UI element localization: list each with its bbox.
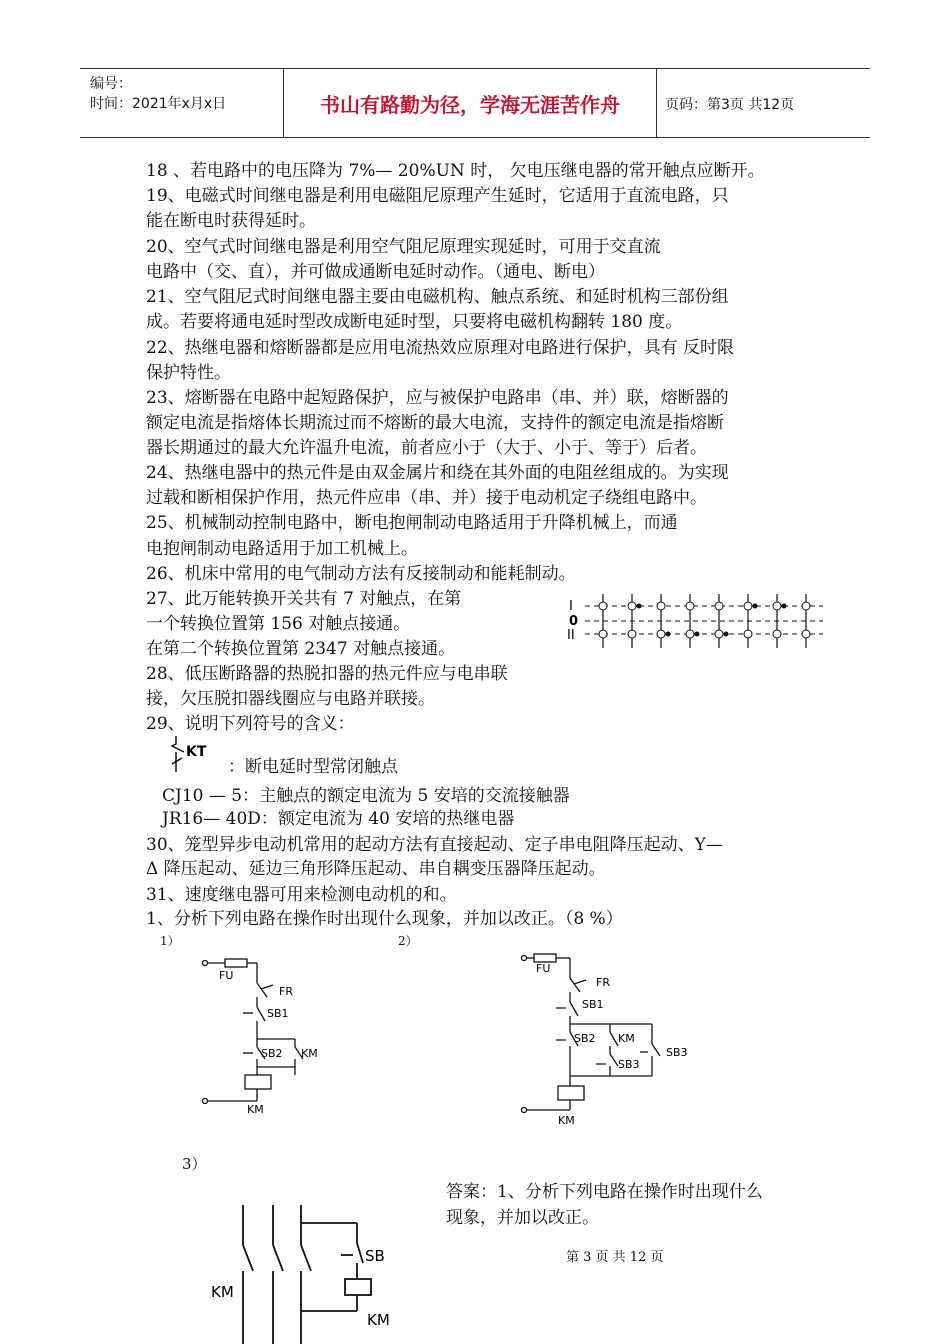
- km-coil-label-1: KM: [247, 1103, 264, 1115]
- line-25b: 电抱闸制动电路适用于加工机械上。: [146, 539, 418, 559]
- line-25a: 25、机械制动控制电路中，断电抱闸制动电路适用于升降机械上，而通: [146, 513, 678, 533]
- line-30b: Δ 降压起动、延边三角形降压起动、串自耦变压器降压起动。: [146, 859, 606, 879]
- line-19b: 能在断电时获得延时。: [146, 211, 316, 231]
- sb1-label-1: SB1: [267, 1007, 289, 1020]
- switch-closed-dot: [782, 604, 787, 609]
- km-coil-label-2: KM: [558, 1114, 575, 1127]
- line-29-cj: CJ10 — 5：主触点的额定电流为 5 安培的交流接触器: [162, 786, 570, 806]
- switch-contact-circle: [628, 630, 636, 638]
- line-20a: 20、空气式时间继电器是利用空气阻尼原理实现延时，可用于交直流: [146, 237, 661, 257]
- switch-contact-circle: [744, 630, 752, 638]
- switch-closed-dot: [753, 604, 758, 609]
- header-motto-cell: [284, 69, 657, 137]
- switch-contact-circle: [628, 602, 636, 610]
- page-header: [80, 68, 870, 138]
- fu-label-1: FU: [219, 969, 234, 982]
- line-23b: 额定电流是指熔体长期流过而不熔断的最大电流，支持件的额定电流是指熔断: [146, 413, 724, 433]
- switch-contact-circle: [715, 630, 723, 638]
- switch-closed-dot: [666, 632, 671, 637]
- time-label: 时间：2021年x月x日: [90, 96, 227, 112]
- switch-closed-dot: [724, 632, 729, 637]
- sb3-label-2a: SB3: [666, 1046, 688, 1059]
- sb-label-3: SB: [365, 1247, 385, 1265]
- km-contact-label-3: KM: [211, 1283, 234, 1301]
- line-23a: 23、熔断器在电路中起短路保护，应与被保护电路串（串、并）联，熔断器的: [146, 388, 729, 408]
- line-21b: 成。若要将通电延时型改成断电延时型，只要将电磁机构翻转 180 度。: [146, 312, 683, 332]
- line-24b: 过载和断相保护作用，热元件应串（串、并）接于电动机定子绕组电路中。: [146, 488, 707, 508]
- line-24a: 24、热继电器中的热元件是由双金属片和绕在其外面的电阻丝组成的。为实现: [146, 463, 729, 483]
- switch-contact-circle: [802, 602, 810, 610]
- line-26: 26、机床中常用的电气制动方法有反接制动和能耗制动。: [146, 564, 576, 584]
- line-27a: 27、此万能转换开关共有 7 对触点，在第: [146, 589, 462, 609]
- switch-contact-circle: [802, 630, 810, 638]
- line-20b: 电路中（交、直），并可做成通断电延时动作。（通电、断电）: [146, 262, 605, 282]
- circuit-1: [195, 955, 345, 1115]
- header-meta-cell: [80, 69, 284, 137]
- fu-label-2: FU: [536, 962, 551, 975]
- line-22b: 保护特性。: [146, 363, 231, 383]
- caption-1: 1）: [160, 934, 180, 948]
- caption-2: 2）: [398, 934, 418, 948]
- circuit-3: [205, 1205, 415, 1344]
- switch-contact-circle: [715, 602, 723, 610]
- line-28a: 28、低压断路器的热脱扣器的热元件应与电串联: [146, 664, 508, 684]
- switch-contact-circle: [773, 630, 781, 638]
- switch-contact-circle: [599, 630, 607, 638]
- page-info: 页码：第3页 共12页: [665, 97, 795, 113]
- line-21a: 21、空气阻尼式时间继电器主要由电磁机构、触点系统、和延时机构三部份组: [146, 287, 729, 307]
- line-30a: 30、笼型异步电动机常用的起动方法有直接起动、定子串电阻降压起动、Y—: [146, 835, 723, 855]
- switch-closed-dot: [695, 632, 700, 637]
- sb3-label-2b: SB3: [618, 1058, 640, 1071]
- page-footer: 第 3 页 共 12 页: [566, 1250, 664, 1265]
- switch-contact-circle: [657, 630, 665, 638]
- kt-label: KT: [186, 744, 207, 760]
- line-28b: 接，欠压脱扣器线圈应与电路并联接。: [146, 689, 435, 709]
- line-29: 29、说明下列符号的含义：: [146, 714, 355, 734]
- km-contact-label-2: KM: [618, 1032, 635, 1045]
- line-18: 18 、若电路中的电压降为 7%— 20%UN 时， 欠电压继电器的常开触点应断开。: [146, 161, 765, 181]
- row-label-i: I: [569, 599, 573, 614]
- switch-contact-circle: [686, 630, 694, 638]
- question-1: 1、分析下列电路在操作时出现什么现象，并加以改正。（8 %）: [146, 909, 623, 929]
- sb2-label-2: SB2: [574, 1032, 596, 1045]
- circuit-2: [512, 948, 712, 1128]
- answer-line-a: 答案：1、分析下列电路在操作时出现什么: [446, 1182, 763, 1202]
- switch-contact-diagram: [565, 590, 825, 652]
- answer-line-b: 现象，并加以改正。: [446, 1208, 599, 1228]
- line-22a: 22、热继电器和熔断器都是应用电流热效应原理对电路进行保护，具有 反时限: [146, 338, 735, 358]
- switch-contact-circle: [773, 602, 781, 610]
- line-29-kt: ：断电延时型常闭触点: [228, 757, 398, 777]
- switch-contact-circle: [744, 602, 752, 610]
- switch-closed-dot: [637, 604, 642, 609]
- number-label: 编号：: [90, 76, 132, 92]
- kt-contact-symbol: [168, 734, 228, 774]
- line-19a: 19、电磁式时间继电器是利用电磁阻尼原理产生延时，它适用于直流电路，只: [146, 186, 729, 206]
- sb2-label-1: SB2: [261, 1047, 283, 1060]
- line-29-jr: JR16— 40D：额定电流为 40 安培的热继电器: [162, 809, 515, 829]
- switch-contact-circle: [686, 602, 694, 610]
- fr-label-2: FR: [596, 976, 610, 989]
- row-label-0: 0: [569, 614, 579, 629]
- line-27b: 一个转换位置第 156 对触点接通。: [146, 614, 411, 634]
- caption-3: 3）: [182, 1155, 207, 1173]
- switch-contact-circle: [599, 602, 607, 610]
- line-31: 31、速度继电器可用来检测电动机的和。: [146, 885, 457, 905]
- line-27c: 在第二个转换位置第 2347 对触点接通。: [146, 639, 456, 659]
- row-label-ii: II: [567, 628, 575, 643]
- motto: 书山有路勤为径，学海无涯苦作舟: [320, 93, 620, 117]
- header-page-cell: [657, 69, 870, 137]
- fr-label-1: FR: [279, 985, 293, 998]
- km-contact-label-1: KM: [301, 1047, 318, 1060]
- sb1-label-2: SB1: [582, 998, 604, 1011]
- line-23c: 器长期通过的最大允许温升电流，前者应小于（大于、小于、等于）后者。: [146, 438, 707, 458]
- switch-contact-circle: [657, 602, 665, 610]
- km-coil-label-3: KM: [367, 1311, 390, 1329]
